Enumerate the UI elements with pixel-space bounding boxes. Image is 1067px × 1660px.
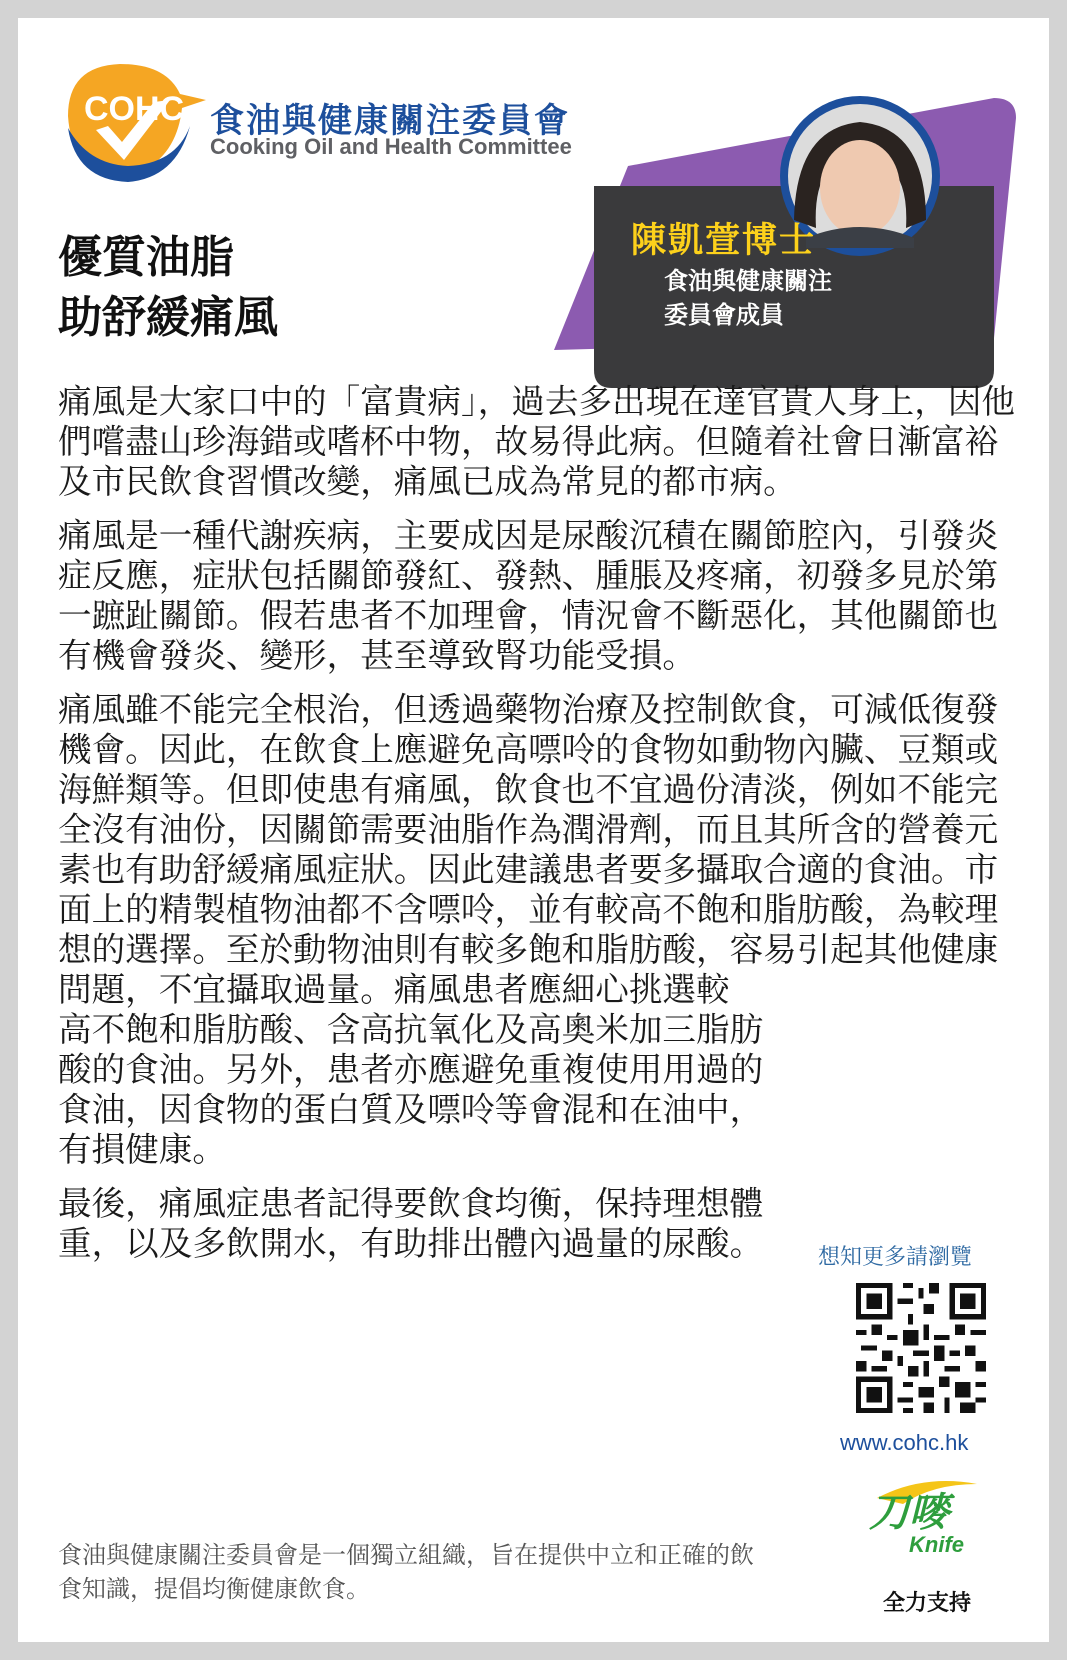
paragraph-1: 痛風是大家口中的「富貴病」，過去多出現在達官貴人身上，因他們嚐盡山珍海錯或嗜杯中物，故易得此病。但隨着社會日漸富裕及市民飲食習慣改變，痛風已成為常見的都市病。 bbox=[58, 382, 1015, 501]
author-title bbox=[664, 264, 832, 332]
sponsor-logo-text: 刀嘜 bbox=[869, 1490, 949, 1536]
author-title-line-1: 食油與健康關注 bbox=[664, 267, 832, 295]
paragraph-3: 痛風雖不能完全根治，但透過藥物治療及控制飲食，可減低復發機會。因此，在飲食上應避免高嘌呤的食物如動物內臟、豆類或海鮮類等。但即使患有痛風，飲食也不宜過份清淡，例如不能完全沒有油份，因關節需要油脂作為潤滑劑，而且其所含的營養元素也有助舒緩痛風症狀。因此建議患者要多攝取合適的食油。市面上的精製植物油都不含嘌呤，並有較高不飽和脂肪酸，為較理想的選擇。至於動物油則有較多飽和脂肪酸，容易引起其他健康問題，不宜攝取過量。痛風患者應細心挑選較 bbox=[58, 690, 999, 1009]
article-headline bbox=[58, 228, 278, 348]
sponsor-logo-subtext: Knife bbox=[909, 1532, 964, 1557]
footer-note: 食油與健康關注委員會是一個獨立組織，旨在提供中立和正確的飲食知識，提倡均衡健康飲食。 bbox=[58, 1541, 754, 1603]
org-name-en: Cooking Oil and Health Committee bbox=[210, 134, 572, 159]
headline-line-1: 優質油脂 bbox=[58, 232, 234, 283]
paragraph-2: 痛風是一種代謝疾病，主要成因是尿酸沉積在關節腔內，引發炎症反應，症狀包括關節發紅、發熱、腫脹及疼痛，初發多見於第一蹠趾關節。假若患者不加理會，情況會不斷惡化，其他關節也有機會發炎、變形，甚至導致腎功能受損。 bbox=[58, 516, 999, 675]
article-sheet bbox=[18, 18, 1049, 1642]
website-link[interactable]: www.cohc.hk bbox=[840, 1430, 969, 1455]
paragraph-4: 最後，痛風症患者記得要飲食均衡，保持理想體重，以及多飲開水，有助排出體內過量的尿酸。 bbox=[58, 1184, 764, 1263]
qr-code-icon[interactable] bbox=[856, 1283, 986, 1413]
knife-brand-logo-icon bbox=[863, 1468, 983, 1558]
more-info-label: 想知更多請瀏覽 bbox=[818, 1245, 973, 1270]
cohc-logo-icon bbox=[58, 56, 206, 188]
photo-face bbox=[820, 140, 900, 236]
support-label: 全力支持 bbox=[883, 1591, 972, 1616]
article-body bbox=[58, 382, 1030, 1278]
paragraph-3-continued: 高不飽和脂肪酸、含高抗氧化及高奧米加三脂肪酸的食油。另外，患者亦應避免重複使用用過的食油，因食物的蛋白質及嘌呤等會混和在油中，有損健康。 bbox=[58, 1010, 764, 1169]
logo-text: COHC bbox=[84, 90, 185, 128]
headline-line-2: 助舒緩痛風 bbox=[58, 292, 278, 343]
author-title-line-2: 委員會成員 bbox=[664, 301, 784, 329]
author-name: 陳凱萱博士 bbox=[631, 221, 817, 261]
org-name-zh: 食油與健康關注委員會 bbox=[210, 101, 570, 141]
